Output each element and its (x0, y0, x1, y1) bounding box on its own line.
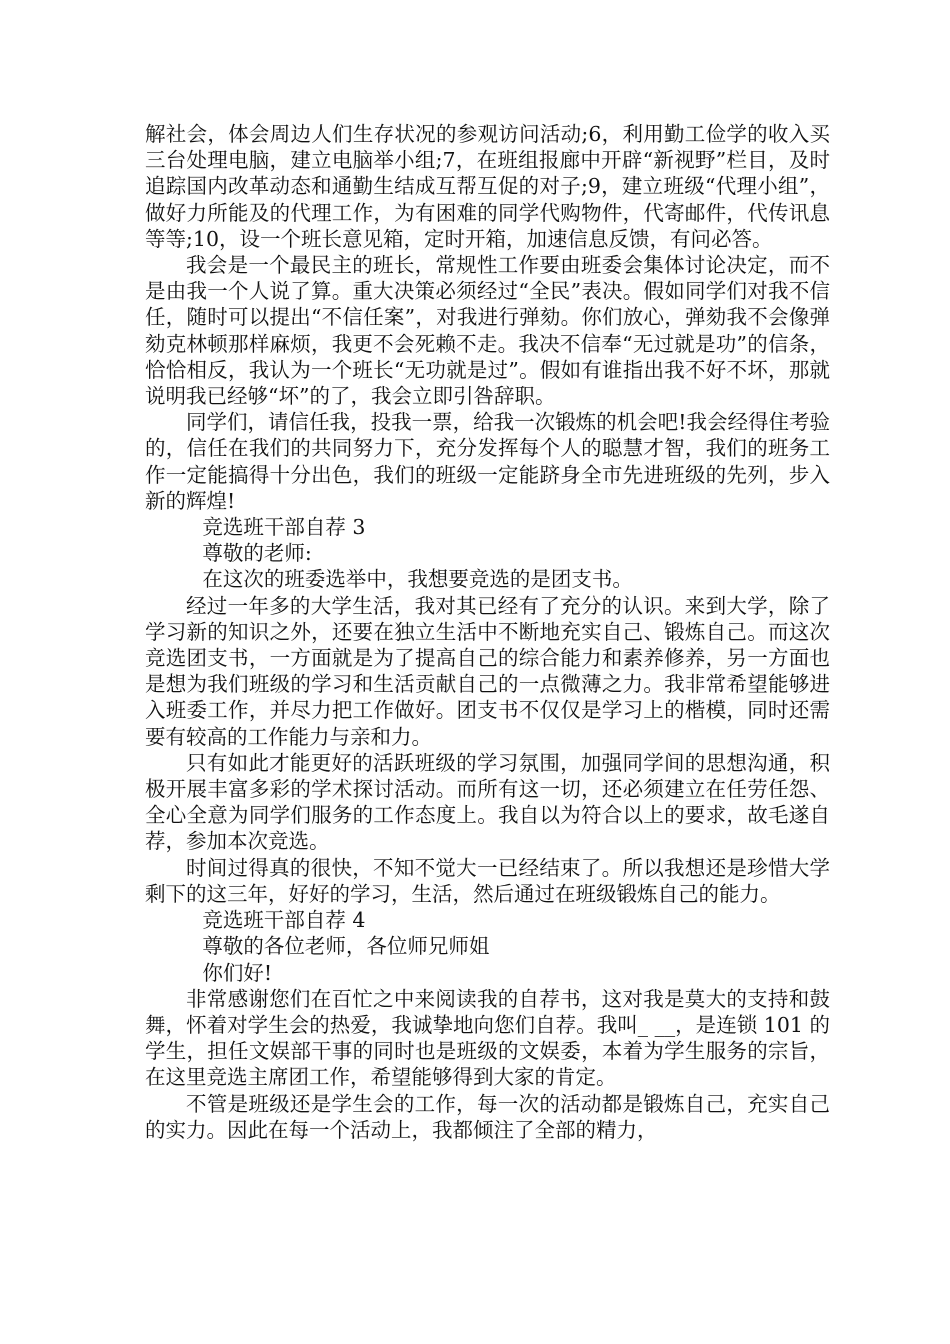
paragraph-appeal: 同学们，请信任我，投我一票，给我一次锻炼的机会吧!我会经得住考验的，信任在我们的共同努力下，充分发挥每个人的聪慧才智，我们的班务工作一定能搞得十分出色，我们的班级一定能跻身全市先进班级的先列，步入新的辉煌! (145, 410, 830, 513)
paragraph-self-recommendation: 非常感谢您们在百忙之中来阅读我的自荐书，这对我是莫大的支持和鼓舞，怀着对学生会的热爱，我诚挚地向您们自荐。我叫_ __，是连锁 101 的学生，担任文娱部干事的同时也是班级的文娱委，本着为学生服务的宗旨，在这里竞选主席团工作，希望能够得到大家的肯定。 (145, 986, 830, 1090)
salutation-teachers-seniors: 尊敬的各位老师，各位师兄师姐 (202, 934, 490, 959)
paragraph-democracy: 我会是一个最民主的班长，常规性工作要由班委会集体讨论决定，而不是由我一个人说了算。重大决策必须经过“全民”表决。假如同学们对我不信任，随时可以提出“不信任案”，对我进行弹劾。你们放心，弹劾我不会像弹劾克林顿那样麻烦，我更不会死赖不走。我决不信奉“无过就是功”的信条，恰恰相反，我认为一个班长“无功就是过”。假如有谁指出我不好不坏，那就说明我已经够“坏”的了，我会立即引咎辞职。 (145, 253, 830, 409)
salutation-teacher: 尊敬的老师: (202, 541, 312, 566)
paragraph-class-atmosphere: 只有如此才能更好的活跃班级的学习氛围，加强同学间的思想沟通，积极开展丰富多彩的学术探讨活动。而所有这一切，还必须建立在任劳任怨、全心全意为同学们服务的工作态度上。我自以为符合以上的要求，故毛遂自荐，参加本次竞选。 (145, 750, 830, 854)
section-heading-4: 竞选班干部自荐 4 (202, 908, 366, 933)
section-heading-3: 竞选班干部自荐 3 (202, 515, 366, 540)
paragraph-university-life: 经过一年多的大学生活，我对其已经有了充分的认识。来到大学，除了学习新的知识之外，还要在独立生活中不断地充实自己、锻炼自己。而这次竞选团支书，一方面就是为了提高自己的综合能力和素养修养，另一方面也是想为我们班级的学习和生活贡献自己的一点微薄之力。我非常希望能够进入班委工作，并尽力把工作做好。团支书不仅仅是学习上的楷模，同时还需要有较高的工作能力与亲和力。 (145, 593, 830, 749)
paragraph-plan-list: 解社会，体会周边人们生存状况的参观访问活动;6，利用勤工俭学的收入买三台处理电脑，建立电脑举小组;7，在班组报廊中开辟“新视野”栏目，及时追踪国内改革动态和通勤生结成互帮互促的对子;9，建立班级“代理小组”，做好力所能及的代理工作，为有困难的同学代购物件，代寄邮件，代传讯息等等;10，设一个班长意见箱，定时开箱，加速信息反馈，有问必答。 (145, 122, 830, 251)
paragraph-work-experience: 不管是班级还是学生会的工作，每一次的活动都是锻炼自己，充实自己的实力。因此在每一个活动上，我都倾注了全部的精力， (145, 1091, 830, 1142)
greeting-line: 你们好! (202, 960, 273, 985)
paragraph-position-intent: 在这次的班委选举中，我想要竞选的是团支书。 (202, 567, 633, 592)
document-body (145, 121, 830, 1143)
paragraph-time-passes: 时间过得真的很快，不知不觉大一已经结束了。所以我想还是珍惜大学剩下的这三年，好好的学习，生活，然后通过在班级锻炼自己的能力。 (145, 855, 830, 906)
